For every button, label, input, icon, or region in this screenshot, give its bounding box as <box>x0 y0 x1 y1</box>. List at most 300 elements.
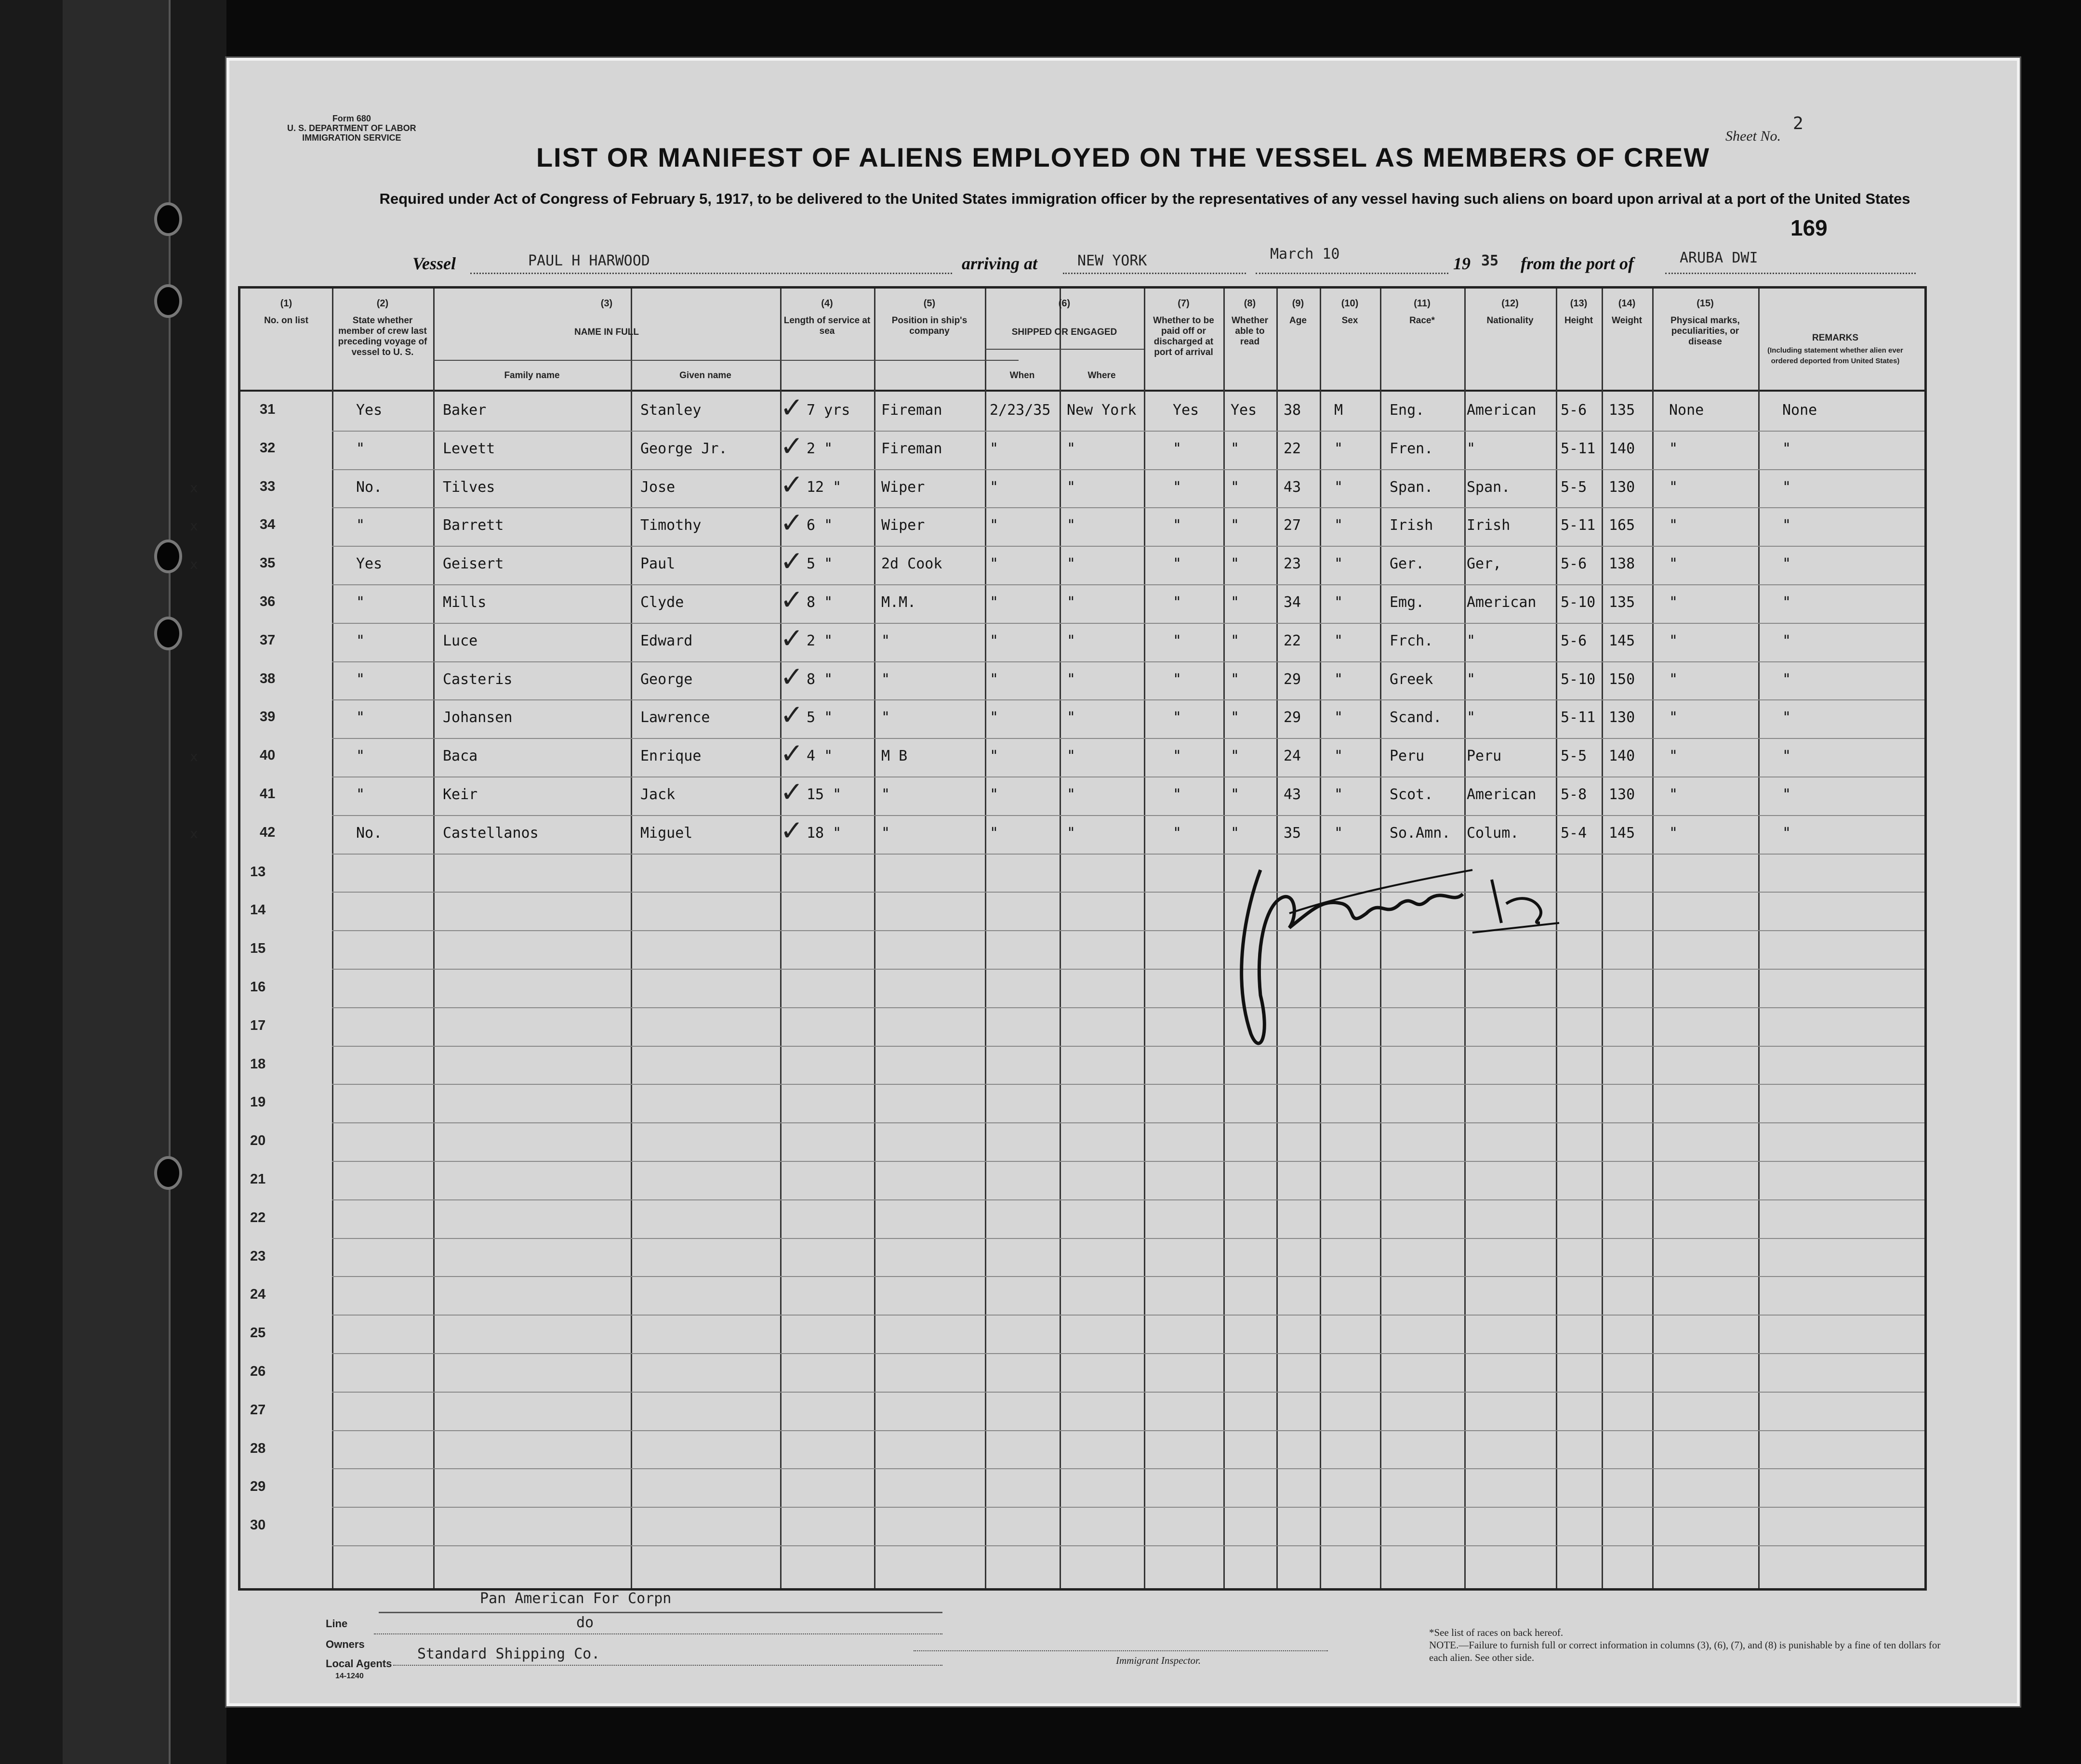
cell-remarks: " <box>1782 671 1791 688</box>
cell-given: Paul <box>640 555 676 573</box>
column-number-c7: (7) <box>1178 298 1190 309</box>
cell-nationality: Irish <box>1467 517 1511 534</box>
cell-height: 5-6 <box>1561 402 1587 419</box>
column-header-c7: Whether to be paid off or discharged at port of arrival <box>1153 316 1214 357</box>
cell-weight: 130 <box>1609 478 1635 496</box>
row-rule <box>332 930 1924 931</box>
cell-where: " <box>1067 709 1076 726</box>
column-number-c15: (15) <box>1697 298 1714 309</box>
cell-age: 29 <box>1284 671 1301 688</box>
cell-height: 5-8 <box>1561 786 1587 803</box>
column-number-c11: (11) <box>1414 298 1431 309</box>
line-value: Pan American For Corpn <box>480 1590 672 1607</box>
cell-read: " <box>1231 748 1240 765</box>
cell-sex: " <box>1334 632 1343 649</box>
sheet-label: Sheet No. <box>1725 128 1781 144</box>
cell-when: " <box>990 517 999 534</box>
binder-hole <box>154 202 182 236</box>
cell-paid-off: " <box>1173 517 1182 534</box>
cell-when: " <box>990 632 999 649</box>
cell-marks: " <box>1669 824 1678 842</box>
cell-when: 2/23/35 <box>990 402 1051 419</box>
cell-remarks: " <box>1782 709 1791 726</box>
cell-weight: 140 <box>1609 748 1635 765</box>
column-header-c3: NAME IN FULL <box>574 327 639 337</box>
margin-mark: x <box>190 479 198 496</box>
row-number: 42 <box>260 824 276 840</box>
column-number-c13: (13) <box>1570 298 1588 309</box>
cell-prev: No. <box>356 478 383 496</box>
row-number: 39 <box>260 709 276 725</box>
cell-weight: 135 <box>1609 594 1635 611</box>
column-header-c11: Race* <box>1409 316 1435 326</box>
cell-prev: " <box>356 517 365 534</box>
cell-age: 22 <box>1284 632 1301 649</box>
row-rule <box>332 699 1924 700</box>
cell-position: M.M. <box>881 594 916 611</box>
cell-position: Fireman <box>881 440 942 457</box>
cell-family: Castellanos <box>443 824 539 842</box>
row-rule <box>332 1276 1924 1277</box>
cell-read: " <box>1231 709 1240 726</box>
cell-family: Casteris <box>443 671 513 688</box>
cell-where: " <box>1067 786 1076 803</box>
cell-remarks: " <box>1782 594 1791 611</box>
check-mark: ✓ <box>780 814 804 847</box>
cell-prev: " <box>356 748 365 765</box>
row-rule <box>332 969 1924 970</box>
cell-remarks: " <box>1782 786 1791 803</box>
arrival-port: NEW YORK <box>1077 252 1147 269</box>
service-name: IMMIGRATION SERVICE <box>302 133 401 143</box>
row-rule <box>332 661 1924 662</box>
cell-sex: " <box>1334 671 1343 688</box>
cell-given: George <box>640 671 693 688</box>
column-header-c9: Age <box>1289 316 1307 326</box>
cell-race: Frch. <box>1390 632 1433 649</box>
cell-position: " <box>881 824 890 842</box>
cell-prev: " <box>356 709 365 726</box>
footnote <box>1429 1626 1959 1664</box>
row-number: 19 <box>250 1094 266 1110</box>
cell-given: George Jr. <box>640 440 728 457</box>
column-number-c12: (12) <box>1501 298 1519 309</box>
row-number: 22 <box>250 1210 266 1225</box>
cell-weight: 138 <box>1609 555 1635 573</box>
row-rule <box>332 584 1924 585</box>
row-rule <box>332 507 1924 508</box>
cell-paid-off: " <box>1173 478 1182 496</box>
cell-nationality: " <box>1467 440 1476 457</box>
row-number: 31 <box>260 402 276 417</box>
cell-service: 2 " <box>807 632 833 649</box>
cell-marks: " <box>1669 709 1678 726</box>
cell-marks: " <box>1669 748 1678 765</box>
cell-sex: " <box>1334 824 1343 842</box>
cell-position: Fireman <box>881 402 942 419</box>
cell-given: Jack <box>640 786 676 803</box>
cell-prev: No. <box>356 824 383 842</box>
arrival-date: March 10 <box>1270 246 1340 263</box>
cell-marks: " <box>1669 786 1678 803</box>
cell-read: " <box>1231 824 1240 842</box>
cell-where: " <box>1067 555 1076 573</box>
cell-family: Baca <box>443 748 478 765</box>
column-header-c10: Sex <box>1341 316 1358 326</box>
row-rule <box>332 1238 1924 1239</box>
check-mark: ✓ <box>780 506 804 540</box>
stamp-number: 169 <box>1790 215 1828 240</box>
cell-age: 43 <box>1284 786 1301 803</box>
cell-sex: " <box>1334 709 1343 726</box>
column-header-c12: Nationality <box>1486 316 1534 326</box>
inspector-signature <box>1203 851 1569 1067</box>
date-underline <box>1256 273 1448 274</box>
cell-given: Miguel <box>640 824 693 842</box>
cell-where: " <box>1067 440 1076 457</box>
cell-given: Lawrence <box>640 709 710 726</box>
binder-hole <box>154 617 182 650</box>
column-divider <box>433 289 435 1588</box>
cell-service: 5 " <box>807 555 833 573</box>
row-number: 13 <box>250 864 266 880</box>
cell-service: 6 " <box>807 517 833 534</box>
check-mark: ✓ <box>780 660 804 693</box>
row-number: 38 <box>260 671 276 686</box>
cell-service: 2 " <box>807 440 833 457</box>
cell-paid-off: " <box>1173 709 1182 726</box>
year-suffix: 35 <box>1481 252 1499 269</box>
cell-read: " <box>1231 478 1240 496</box>
column-divider <box>631 289 632 1588</box>
cell-position: Wiper <box>881 517 925 534</box>
cell-remarks: " <box>1782 824 1791 842</box>
cell-read: " <box>1231 786 1240 803</box>
row-number: 28 <box>250 1440 266 1456</box>
cell-paid-off: " <box>1173 555 1182 573</box>
cell-nationality: " <box>1467 632 1476 649</box>
cell-race: Fren. <box>1390 440 1433 457</box>
cell-remarks: " <box>1782 517 1791 534</box>
cell-weight: 150 <box>1609 671 1635 688</box>
cell-given: Clyde <box>640 594 684 611</box>
row-rule <box>332 738 1924 739</box>
cell-family: Luce <box>443 632 478 649</box>
cell-race: Greek <box>1390 671 1433 688</box>
row-number: 18 <box>250 1056 266 1072</box>
cell-read: " <box>1231 555 1240 573</box>
cell-sex: " <box>1334 517 1343 534</box>
cell-read: " <box>1231 671 1240 688</box>
column-number-c8: (8) <box>1244 298 1256 309</box>
cell-paid-off: " <box>1173 440 1182 457</box>
row-rule <box>332 1315 1924 1316</box>
inspector-line <box>914 1650 1328 1651</box>
arriving-label: arriving at <box>962 254 1038 273</box>
cell-service: 7 yrs <box>807 402 850 419</box>
cell-age: 23 <box>1284 555 1301 573</box>
cell-nationality: American <box>1467 402 1537 419</box>
row-number: 27 <box>250 1402 266 1418</box>
cell-when: " <box>990 786 999 803</box>
vessel-underline <box>470 273 952 274</box>
cell-marks: " <box>1669 555 1678 573</box>
cell-family: Barrett <box>443 517 504 534</box>
cell-position: " <box>881 632 890 649</box>
column-number-c1: (1) <box>280 298 292 309</box>
cell-read: Yes <box>1231 402 1257 419</box>
row-rule <box>332 623 1924 624</box>
cell-marks: " <box>1669 632 1678 649</box>
cell-service: 18 " <box>807 824 842 842</box>
sheet-number: 2 <box>1793 114 1803 133</box>
cell-when: " <box>990 671 999 688</box>
cell-race: Span. <box>1390 478 1433 496</box>
column-number-c4: (4) <box>821 298 833 309</box>
cell-age: 35 <box>1284 824 1301 842</box>
row-number: 35 <box>260 555 276 571</box>
binder-hole <box>154 284 182 318</box>
row-rule <box>332 431 1924 432</box>
cell-sex: " <box>1334 555 1343 573</box>
cell-sex: " <box>1334 786 1343 803</box>
column-divider <box>1060 289 1061 1588</box>
form-number: Form 680 <box>332 114 371 123</box>
cell-read: " <box>1231 517 1240 534</box>
cell-when: " <box>990 748 999 765</box>
agents-label: Local Agents <box>326 1658 392 1670</box>
cell-weight: 130 <box>1609 709 1635 726</box>
cell-sex: " <box>1334 478 1343 496</box>
cell-sex: " <box>1334 748 1343 765</box>
subheader-c6-a: When <box>1009 370 1035 381</box>
row-rule <box>332 1199 1924 1200</box>
row-rule <box>332 815 1924 816</box>
line-label: Line <box>326 1618 348 1630</box>
cell-given: Timothy <box>640 517 702 534</box>
cell-paid-off: " <box>1173 671 1182 688</box>
column-header-c14: Weight <box>1612 316 1642 326</box>
department-name: U. S. DEPARTMENT OF LABOR <box>287 123 416 133</box>
binder-strip <box>63 0 171 1764</box>
penalty-note: NOTE.—Failure to furnish full or correct information in columns (3), (6), (7), and (8) is punishable by a fine of ten dollars for each alien. See other side. <box>1429 1639 1941 1663</box>
footer-rule <box>379 1612 942 1613</box>
cell-height: 5-6 <box>1561 632 1587 649</box>
row-rule <box>332 1507 1924 1508</box>
cell-height: 5-5 <box>1561 748 1587 765</box>
cell-given: Jose <box>640 478 676 496</box>
cell-age: 43 <box>1284 478 1301 496</box>
row-number: 14 <box>250 902 266 918</box>
cell-where: " <box>1067 632 1076 649</box>
vessel-label: Vessel <box>412 254 456 273</box>
cell-position: Wiper <box>881 478 925 496</box>
cell-weight: 145 <box>1609 824 1635 842</box>
cell-prev: Yes <box>356 402 383 419</box>
row-number: 34 <box>260 517 276 533</box>
row-number: 29 <box>250 1479 266 1495</box>
cell-weight: 130 <box>1609 786 1635 803</box>
cell-weight: 140 <box>1609 440 1635 457</box>
cell-when: " <box>990 709 999 726</box>
cell-family: Tilves <box>443 478 495 496</box>
column-header-c5: Position in ship's company <box>891 316 968 336</box>
row-number: 40 <box>260 748 276 764</box>
column-number-c9: (9) <box>1292 298 1304 309</box>
agents-value: Standard Shipping Co. <box>417 1646 600 1662</box>
margin-mark: x <box>190 749 198 765</box>
cell-height: 5-11 <box>1561 440 1596 457</box>
cell-height: 5-6 <box>1561 555 1587 573</box>
row-number: 16 <box>250 979 266 995</box>
column-header-c15: Physical marks, peculiarities, or disease <box>1670 316 1740 347</box>
cell-race: Irish <box>1390 517 1433 534</box>
binder-hole <box>154 540 182 573</box>
cell-where: " <box>1067 748 1076 765</box>
document-subtitle: Required under Act of Congress of February 5, 1917, to be delivered to the United States immigration officer by the representatives of any vessel having such aliens on board upon arrival at a port of the United States <box>379 190 1910 207</box>
agents-line <box>393 1665 942 1666</box>
column-header-c1: No. on list <box>264 316 308 326</box>
row-rule <box>332 1084 1924 1085</box>
cell-marks: None <box>1669 402 1704 419</box>
cell-given: Stanley <box>640 402 702 419</box>
cell-race: Scand. <box>1390 709 1442 726</box>
cell-height: 5-5 <box>1561 478 1587 496</box>
row-number: 26 <box>250 1364 266 1379</box>
cell-position: M B <box>881 748 908 765</box>
from-port-underline <box>1665 273 1916 274</box>
cell-remarks: None <box>1782 402 1817 419</box>
cell-family: Keir <box>443 786 478 803</box>
cell-age: 34 <box>1284 594 1301 611</box>
cell-remarks: " <box>1782 748 1791 765</box>
manifest-page <box>190 58 2020 1706</box>
cell-nationality: American <box>1467 786 1537 803</box>
cell-nationality: Span. <box>1467 478 1511 496</box>
cell-prev: " <box>356 632 365 649</box>
row-number: 17 <box>250 1017 266 1033</box>
cell-position: " <box>881 709 890 726</box>
cell-paid-off: " <box>1173 594 1182 611</box>
column-divider <box>1652 289 1654 1588</box>
cell-position: " <box>881 671 890 688</box>
cell-when: " <box>990 478 999 496</box>
from-port: ARUBA DWI <box>1680 250 1758 266</box>
row-rule <box>332 1046 1924 1047</box>
row-number: 36 <box>260 594 276 609</box>
cell-age: 24 <box>1284 748 1301 765</box>
cell-age: 22 <box>1284 440 1301 457</box>
form-header <box>287 114 416 143</box>
cell-read: " <box>1231 440 1240 457</box>
arriving-underline <box>1063 273 1246 274</box>
cell-prev: Yes <box>356 555 383 573</box>
cell-race: Ger. <box>1390 555 1425 573</box>
cell-where: " <box>1067 478 1076 496</box>
column-header-c8: Whether able to read <box>1232 316 1268 347</box>
cell-family: Mills <box>443 594 487 611</box>
cell-nationality: " <box>1467 709 1476 726</box>
cell-race: So.Amn. <box>1390 824 1451 842</box>
cell-remarks: " <box>1782 478 1791 496</box>
remarks-subheader: (Including statement whether alien ever ordered deported from United States) <box>1767 346 1903 365</box>
column-number-c14: (14) <box>1618 298 1636 309</box>
binder-area <box>0 0 226 1764</box>
name-subheader-rule <box>433 360 1019 361</box>
row-number: 15 <box>250 941 266 957</box>
cell-read: " <box>1231 632 1240 649</box>
cell-height: 5-11 <box>1561 709 1596 726</box>
cell-service: 8 " <box>807 594 833 611</box>
cell-prev: " <box>356 594 365 611</box>
cell-when: " <box>990 555 999 573</box>
cell-sex: " <box>1334 594 1343 611</box>
row-number: 23 <box>250 1248 266 1264</box>
check-mark: ✓ <box>780 468 804 501</box>
row-rule <box>332 892 1924 893</box>
cell-weight: 165 <box>1609 517 1635 534</box>
cell-when: " <box>990 440 999 457</box>
check-mark: ✓ <box>780 621 804 655</box>
year-prefix: 19 <box>1453 254 1471 273</box>
row-number: 32 <box>260 440 276 456</box>
margin-mark: x <box>190 556 198 573</box>
cell-marks: " <box>1669 517 1678 534</box>
cell-prev: " <box>356 786 365 803</box>
row-rule <box>332 854 1924 855</box>
column-number-c10: (10) <box>1341 298 1359 309</box>
cell-nationality: Colum. <box>1467 824 1519 842</box>
column-header-c16: REMARKS <box>1812 333 1859 343</box>
cell-position: " <box>881 786 890 803</box>
column-divider <box>874 289 875 1588</box>
row-rule <box>332 1392 1924 1393</box>
check-mark: ✓ <box>780 429 804 462</box>
row-rule <box>332 1353 1924 1354</box>
cell-paid-off: " <box>1173 824 1182 842</box>
cell-race: Scot. <box>1390 786 1433 803</box>
row-rule <box>332 1430 1924 1431</box>
row-number: 25 <box>250 1325 266 1341</box>
cell-paid-off: Yes <box>1173 402 1199 419</box>
cell-marks: " <box>1669 671 1678 688</box>
cell-read: " <box>1231 594 1240 611</box>
row-rule <box>332 1468 1924 1469</box>
binder-hole <box>154 1156 182 1190</box>
header-divider <box>240 390 1924 392</box>
column-header-c13: Height <box>1564 316 1593 326</box>
cell-given: Enrique <box>640 748 702 765</box>
cell-where: " <box>1067 594 1076 611</box>
column-header-c2: State whether member of crew last preceding voyage of vessel to U. S. <box>338 316 427 357</box>
row-number: 24 <box>250 1287 266 1303</box>
cell-height: 5-10 <box>1561 594 1596 611</box>
cell-nationality: " <box>1467 671 1476 688</box>
column-divider <box>1602 289 1603 1588</box>
cell-family: Johansen <box>443 709 513 726</box>
cell-marks: " <box>1669 440 1678 457</box>
cell-paid-off: " <box>1173 748 1182 765</box>
cell-race: Emg. <box>1390 594 1425 611</box>
margin-mark: x <box>190 825 198 842</box>
cell-weight: 145 <box>1609 632 1635 649</box>
column-divider <box>1758 289 1760 1588</box>
cell-family: Geisert <box>443 555 504 573</box>
row-number: 21 <box>250 1172 266 1187</box>
row-number: 30 <box>250 1517 266 1533</box>
cell-family: Levett <box>443 440 495 457</box>
row-number: 33 <box>260 478 276 494</box>
